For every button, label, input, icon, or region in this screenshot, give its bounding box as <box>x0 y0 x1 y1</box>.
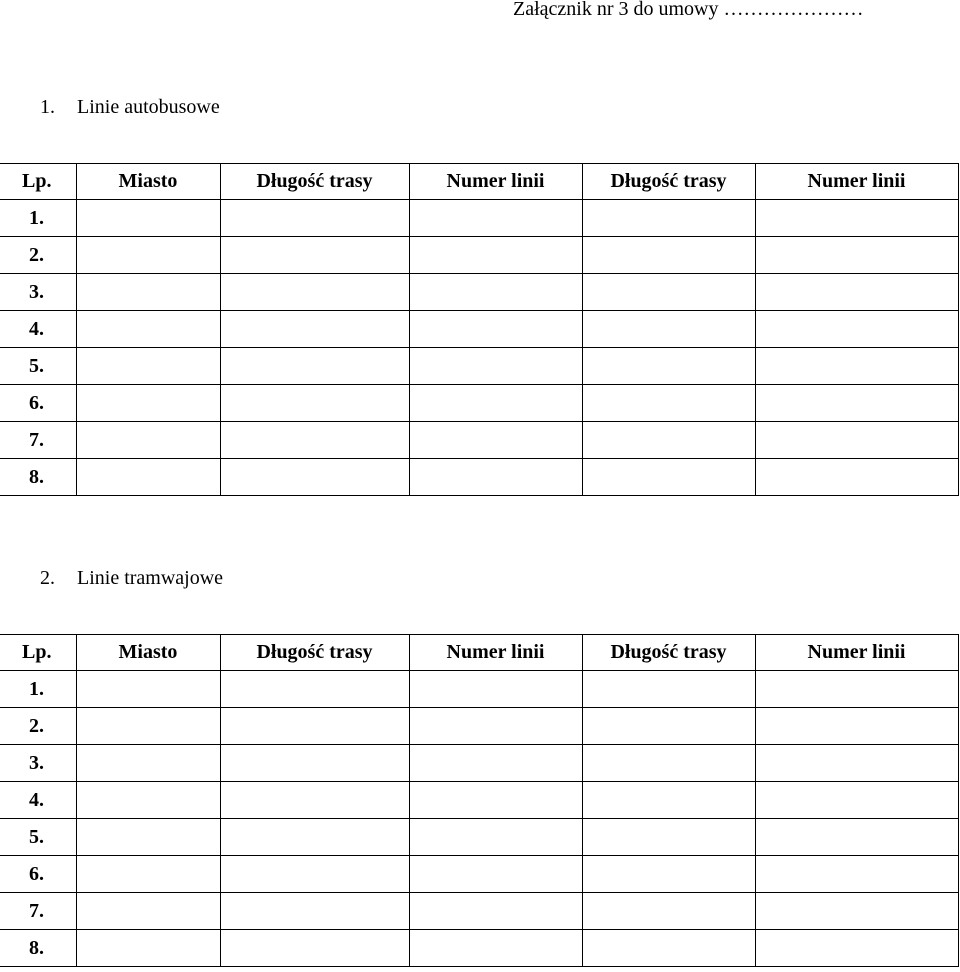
cell-route-length-2[interactable] <box>582 200 755 237</box>
cell-line-number-2[interactable] <box>755 856 958 893</box>
bus-lines-table <box>0 163 959 496</box>
cell-city[interactable] <box>76 893 220 930</box>
column-header-line-number: Numer linii <box>409 635 582 671</box>
table-row <box>0 459 958 496</box>
cell-city[interactable] <box>76 745 220 782</box>
cell-city[interactable] <box>76 274 220 311</box>
column-header-route-length-2: Długość trasy <box>582 164 755 200</box>
cell-route-length[interactable] <box>220 893 409 930</box>
cell-line-number[interactable] <box>409 237 582 274</box>
cell-city[interactable] <box>76 819 220 856</box>
cell-line-number-2[interactable] <box>755 274 958 311</box>
cell-line-number-2[interactable] <box>755 671 958 708</box>
row-number: 5. <box>0 819 76 856</box>
cell-route-length-2[interactable] <box>582 708 755 745</box>
column-header-line-number-2: Numer linii <box>755 164 958 200</box>
row-number: 8. <box>0 930 76 967</box>
cell-line-number-2[interactable] <box>755 237 958 274</box>
cell-route-length-2[interactable] <box>582 745 755 782</box>
row-number: 7. <box>0 893 76 930</box>
cell-route-length-2[interactable] <box>582 311 755 348</box>
cell-city[interactable] <box>76 708 220 745</box>
cell-route-length[interactable] <box>220 782 409 819</box>
section-title-text: Linie autobusowe <box>77 96 220 118</box>
row-number: 7. <box>0 422 76 459</box>
cell-line-number-2[interactable] <box>755 200 958 237</box>
cell-line-number[interactable] <box>409 311 582 348</box>
cell-line-number-2[interactable] <box>755 348 958 385</box>
cell-city[interactable] <box>76 422 220 459</box>
cell-route-length-2[interactable] <box>582 459 755 496</box>
cell-line-number-2[interactable] <box>755 930 958 967</box>
row-number: 6. <box>0 385 76 422</box>
table-row <box>0 856 958 893</box>
table-header-row <box>0 635 958 671</box>
cell-line-number[interactable] <box>409 671 582 708</box>
cell-line-number[interactable] <box>409 893 582 930</box>
cell-line-number[interactable] <box>409 348 582 385</box>
cell-city[interactable] <box>76 385 220 422</box>
cell-line-number[interactable] <box>409 782 582 819</box>
cell-route-length[interactable] <box>220 459 409 496</box>
cell-city[interactable] <box>76 348 220 385</box>
cell-line-number-2[interactable] <box>755 459 958 496</box>
cell-city[interactable] <box>76 237 220 274</box>
row-number: 4. <box>0 782 76 819</box>
cell-line-number-2[interactable] <box>755 422 958 459</box>
cell-line-number-2[interactable] <box>755 893 958 930</box>
table-row <box>0 782 958 819</box>
tram-lines-table <box>0 634 959 967</box>
column-header-route-length-2: Długość trasy <box>582 635 755 671</box>
cell-route-length[interactable] <box>220 311 409 348</box>
row-number: 5. <box>0 348 76 385</box>
cell-route-length-2[interactable] <box>582 422 755 459</box>
table-row <box>0 930 958 967</box>
row-number: 2. <box>0 237 76 274</box>
cell-route-length[interactable] <box>220 671 409 708</box>
cell-route-length[interactable] <box>220 274 409 311</box>
table-row <box>0 237 958 274</box>
cell-line-number[interactable] <box>409 200 582 237</box>
cell-line-number-2[interactable] <box>755 782 958 819</box>
column-header-lp: Lp. <box>0 635 76 671</box>
cell-route-length[interactable] <box>220 422 409 459</box>
column-header-lp: Lp. <box>0 164 76 200</box>
table-header-row <box>0 164 958 200</box>
table-row <box>0 819 958 856</box>
section-title-text: Linie tramwajowe <box>77 567 224 589</box>
row-number: 3. <box>0 745 76 782</box>
cell-city[interactable] <box>76 930 220 967</box>
cell-route-length[interactable] <box>220 348 409 385</box>
table-row <box>0 274 958 311</box>
cell-line-number[interactable] <box>409 930 582 967</box>
cell-route-length[interactable] <box>220 385 409 422</box>
row-number: 1. <box>0 671 76 708</box>
cell-route-length[interactable] <box>220 200 409 237</box>
cell-route-length[interactable] <box>220 237 409 274</box>
cell-route-length-2[interactable] <box>582 385 755 422</box>
cell-line-number[interactable] <box>409 745 582 782</box>
cell-city[interactable] <box>76 671 220 708</box>
cell-line-number-2[interactable] <box>755 708 958 745</box>
table-row <box>0 385 958 422</box>
cell-route-length[interactable] <box>220 708 409 745</box>
column-header-city: Miasto <box>76 635 220 671</box>
cell-route-length-2[interactable] <box>582 856 755 893</box>
cell-route-length-2[interactable] <box>582 348 755 385</box>
section-number: 2. <box>40 567 55 589</box>
column-header-city: Miasto <box>76 164 220 200</box>
table-row <box>0 893 958 930</box>
row-number: 1. <box>0 200 76 237</box>
row-number: 6. <box>0 856 76 893</box>
cell-route-length-2[interactable] <box>582 930 755 967</box>
cell-line-number[interactable] <box>409 459 582 496</box>
table-row <box>0 708 958 745</box>
cell-city[interactable] <box>76 856 220 893</box>
cell-city[interactable] <box>76 200 220 237</box>
cell-city[interactable] <box>76 311 220 348</box>
table-row <box>0 311 958 348</box>
cell-line-number[interactable] <box>409 385 582 422</box>
cell-line-number[interactable] <box>409 819 582 856</box>
table-row <box>0 348 958 385</box>
cell-route-length-2[interactable] <box>582 671 755 708</box>
section-number: 1. <box>40 96 55 118</box>
column-header-line-number-2: Numer linii <box>755 635 958 671</box>
section-title-tram-lines <box>40 567 223 590</box>
column-header-line-number: Numer linii <box>409 164 582 200</box>
row-number: 8. <box>0 459 76 496</box>
table-row <box>0 745 958 782</box>
cell-route-length-2[interactable] <box>582 782 755 819</box>
section-title-bus-lines <box>40 96 220 119</box>
row-number: 4. <box>0 311 76 348</box>
cell-line-number-2[interactable] <box>755 819 958 856</box>
cell-line-number-2[interactable] <box>755 745 958 782</box>
cell-line-number[interactable] <box>409 708 582 745</box>
table-row <box>0 671 958 708</box>
cell-route-length-2[interactable] <box>582 893 755 930</box>
cell-line-number-2[interactable] <box>755 311 958 348</box>
cell-route-length-2[interactable] <box>582 274 755 311</box>
cell-route-length[interactable] <box>220 930 409 967</box>
table-row <box>0 422 958 459</box>
cell-route-length[interactable] <box>220 856 409 893</box>
cell-city[interactable] <box>76 459 220 496</box>
row-number: 3. <box>0 274 76 311</box>
table-row <box>0 200 958 237</box>
cell-line-number[interactable] <box>409 274 582 311</box>
attachment-header-note: Załącznik nr 3 do umowy ………………… <box>513 0 864 20</box>
row-number: 2. <box>0 708 76 745</box>
cell-route-length[interactable] <box>220 819 409 856</box>
cell-route-length-2[interactable] <box>582 237 755 274</box>
cell-route-length[interactable] <box>220 745 409 782</box>
cell-line-number-2[interactable] <box>755 385 958 422</box>
column-header-route-length: Długość trasy <box>220 164 409 200</box>
cell-route-length-2[interactable] <box>582 819 755 856</box>
cell-line-number[interactable] <box>409 422 582 459</box>
column-header-route-length: Długość trasy <box>220 635 409 671</box>
cell-city[interactable] <box>76 782 220 819</box>
cell-line-number[interactable] <box>409 856 582 893</box>
